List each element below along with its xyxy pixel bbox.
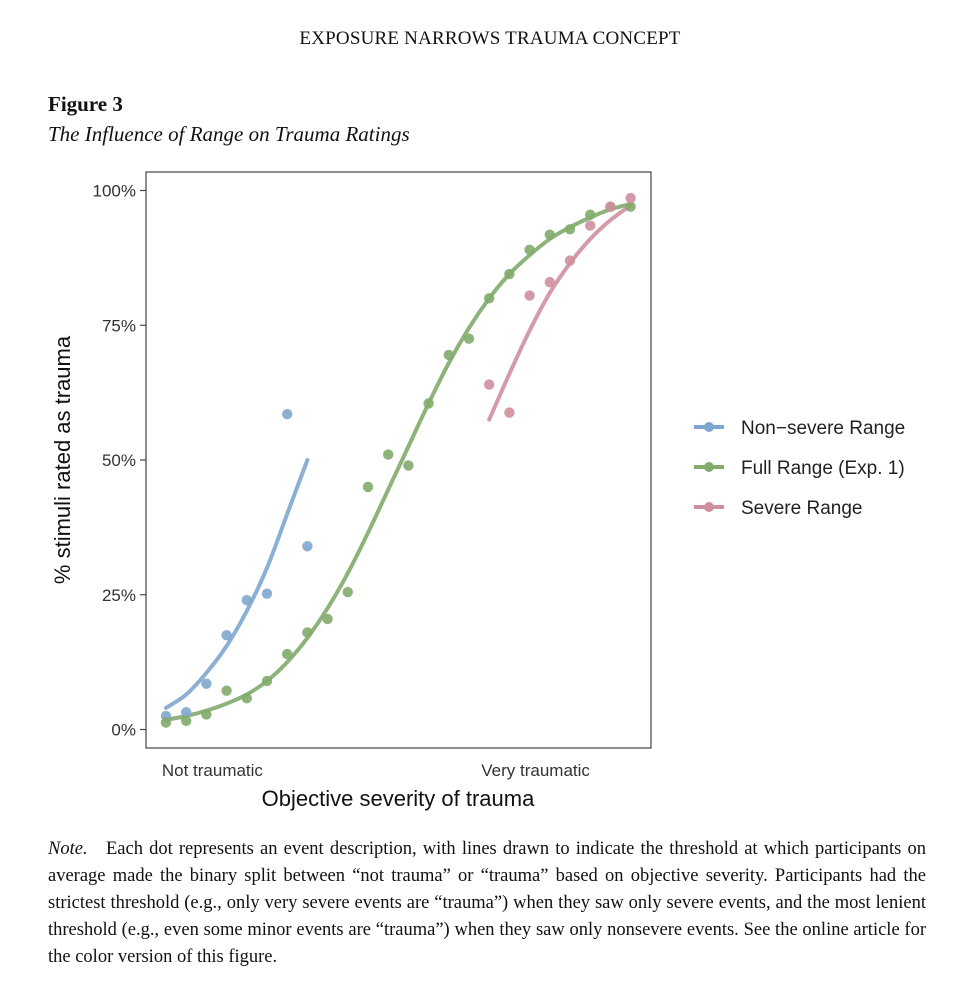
data-point-full-range-exp-1 [565, 224, 575, 234]
y-tick-label: 50% [101, 451, 136, 470]
data-point-non-severe-range [242, 595, 252, 605]
y-tick-label: 100% [92, 181, 136, 201]
note-label: Note. [48, 839, 88, 859]
data-point-full-range-exp-1 [302, 627, 312, 637]
x-annotation-label: Very traumatic [481, 761, 590, 780]
data-point-severe-range [484, 379, 494, 389]
data-point-full-range-exp-1 [221, 685, 231, 695]
data-point-full-range-exp-1 [524, 245, 534, 255]
legend-label: Full Range (Exp. 1) [741, 458, 905, 479]
data-point-full-range-exp-1 [504, 269, 514, 279]
data-point-full-range-exp-1 [444, 350, 454, 360]
y-axis-label: % stimuli rated as trauma [50, 335, 75, 585]
fit-line-non-severe-range [166, 460, 307, 708]
y-tick-label: 0% [111, 720, 136, 740]
legend-key-dot [704, 422, 714, 432]
data-point-non-severe-range [221, 630, 231, 640]
fit-line-severe-range [489, 206, 630, 420]
note-text: Each dot represents an event description, with lines drawn to indicate the threshold at which participants on average made the binary split between “not trauma” or “trauma” based on objective severity. Participants had the strictest threshold (e.g., only very severe events are “trauma”) when they saw only severe events, and the most lenient threshold (e.g., even some minor events are “trauma”) when they saw only nonsevere events. See the online article for the color version of this figure. [48, 839, 927, 967]
x-annotation-label: Not traumatic [161, 761, 263, 780]
data-point-severe-range [504, 407, 514, 417]
fit-line-full-range-exp-1 [166, 204, 631, 720]
legend-key-dot [704, 502, 714, 512]
data-point-non-severe-range [282, 409, 292, 419]
data-point-full-range-exp-1 [322, 614, 332, 624]
data-point-full-range-exp-1 [161, 717, 171, 727]
figure-label: Figure 3 [48, 92, 123, 116]
data-point-full-range-exp-1 [181, 716, 191, 726]
data-point-severe-range [625, 193, 635, 203]
data-point-full-range-exp-1 [383, 449, 393, 459]
data-point-severe-range [565, 255, 575, 265]
x-axis-label: Objective severity of trauma [261, 786, 535, 811]
data-point-full-range-exp-1 [423, 398, 433, 408]
data-point-non-severe-range [262, 588, 272, 598]
running-head: EXPOSURE NARROWS TRAUMA CONCEPT [299, 28, 681, 49]
data-point-full-range-exp-1 [403, 460, 413, 470]
y-tick-label: 75% [101, 316, 136, 336]
figure-note [48, 836, 926, 971]
data-point-severe-range [605, 201, 615, 211]
data-point-severe-range [585, 220, 595, 230]
y-tick-label: 25% [101, 585, 136, 605]
data-point-severe-range [545, 277, 555, 287]
data-point-full-range-exp-1 [484, 293, 494, 303]
data-point-full-range-exp-1 [464, 334, 474, 344]
data-point-non-severe-range [302, 541, 312, 551]
data-point-full-range-exp-1 [363, 482, 373, 492]
data-point-full-range-exp-1 [282, 649, 292, 659]
data-point-full-range-exp-1 [201, 709, 211, 719]
data-point-full-range-exp-1 [242, 693, 252, 703]
legend-key-dot [704, 462, 714, 472]
data-point-full-range-exp-1 [343, 587, 353, 597]
legend-label: Severe Range [741, 498, 863, 519]
data-point-full-range-exp-1 [545, 229, 555, 239]
data-point-severe-range [524, 290, 534, 300]
legend-label: Non−severe Range [741, 418, 906, 439]
figure-title: The Influence of Range on Trauma Ratings [48, 122, 410, 146]
data-point-non-severe-range [201, 678, 211, 688]
data-point-full-range-exp-1 [262, 676, 272, 686]
data-point-full-range-exp-1 [585, 210, 595, 220]
